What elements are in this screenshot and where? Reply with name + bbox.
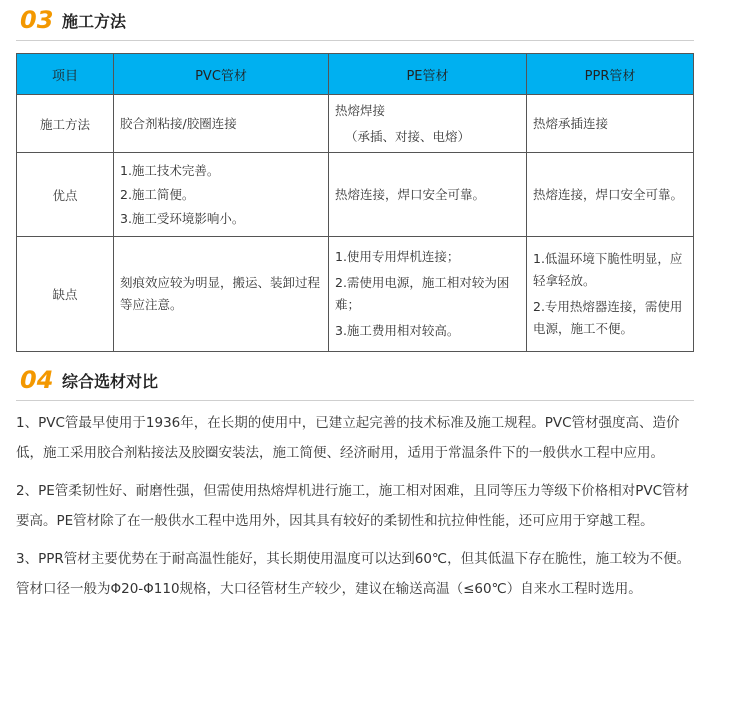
cell-pe [329, 237, 527, 352]
cell-pe [329, 153, 527, 237]
cell-text: 1.低温环境下脆性明显，应轻拿轻放。 [533, 251, 683, 288]
cell-text: 2.专用热熔器连接，需使用电源，施工不便。 [533, 299, 683, 336]
section-number: 04 [20, 366, 54, 394]
header-item: 项目 [17, 54, 114, 95]
cell-pvc [114, 237, 329, 352]
cell-text: 2.需使用电源，施工相对较为困难； [335, 275, 510, 312]
row-label: 缺点 [17, 237, 114, 352]
cell-text: 刻痕效应较为明显，搬运、装卸过程等应注意。 [120, 275, 321, 312]
cell-pvc [114, 153, 329, 237]
cell-text: 热熔承插连接 [533, 115, 609, 131]
cell-text: 1.使用专用焊机连接； [335, 249, 460, 264]
cell-ppr [527, 237, 694, 352]
paragraph-ppr: 3、PPR管材主要优势在于耐高温性能好，其长期使用温度可以达到60℃，但其低温下存在脆性，施工较为不便。管材口径一般为Φ20-Φ110规格，大口径管材生产较少，建议在输送高温（≤60℃）自来水工程时选用。 [16, 551, 691, 597]
cell-text: 热熔连接，焊口安全可靠。 [335, 186, 486, 202]
header-ppr: PPR管材 [527, 54, 694, 95]
table-row-method [17, 95, 694, 153]
cell-ppr [527, 153, 694, 237]
cell-text: 1.施工技术完善。 [120, 163, 220, 178]
section-title: 综合选材对比 [62, 372, 159, 391]
cell-text: 2.施工简便。 [120, 187, 195, 202]
cell-pvc [114, 95, 329, 153]
section-header-comparison [16, 364, 694, 401]
section-number: 03 [20, 6, 54, 34]
table-header-row [17, 54, 694, 95]
table-row-disadvantages [17, 237, 694, 352]
section-header-construction [16, 4, 694, 41]
cell-text: （承插、对接、电熔） [345, 128, 471, 144]
paragraph-pvc: 1、PVC管最早使用于1936年，在长期的使用中，已建立起完善的技术标准及施工规程。PVC管材强度高、造价低，施工采用胶合剂粘接法及胶圈安装法，施工简便、经济耐用，适用于常温条件下的一般供水工程中应用。 [16, 415, 680, 461]
header-pe: PE管材 [329, 54, 527, 95]
section-title: 施工方法 [62, 12, 127, 31]
comparison-table [16, 53, 694, 352]
table-row-advantages [17, 153, 694, 237]
comparison-paragraphs [16, 408, 696, 612]
cell-ppr [527, 95, 694, 153]
cell-text: 3.施工费用相对较高。 [335, 323, 460, 338]
cell-text: 热熔焊接 [335, 102, 386, 118]
cell-text: 热熔连接，焊口安全可靠。 [533, 186, 684, 202]
cell-text: 3.施工受环境影响小。 [120, 211, 245, 226]
paragraph-pe: 2、PE管柔韧性好、耐磨性强，但需使用热熔焊机进行施工，施工相对困难，且同等压力等级下价格相对PVC管材要高。PE管材除了在一般供水工程中选用外，因其具有较好的柔韧性和抗拉伸性能，还可应用于穿越工程。 [16, 483, 690, 529]
header-pvc: PVC管材 [114, 54, 329, 95]
row-label: 优点 [17, 153, 114, 237]
row-label: 施工方法 [17, 95, 114, 153]
cell-text: 胶合剂粘接/胶圈连接 [120, 115, 237, 131]
cell-pe [329, 95, 527, 153]
